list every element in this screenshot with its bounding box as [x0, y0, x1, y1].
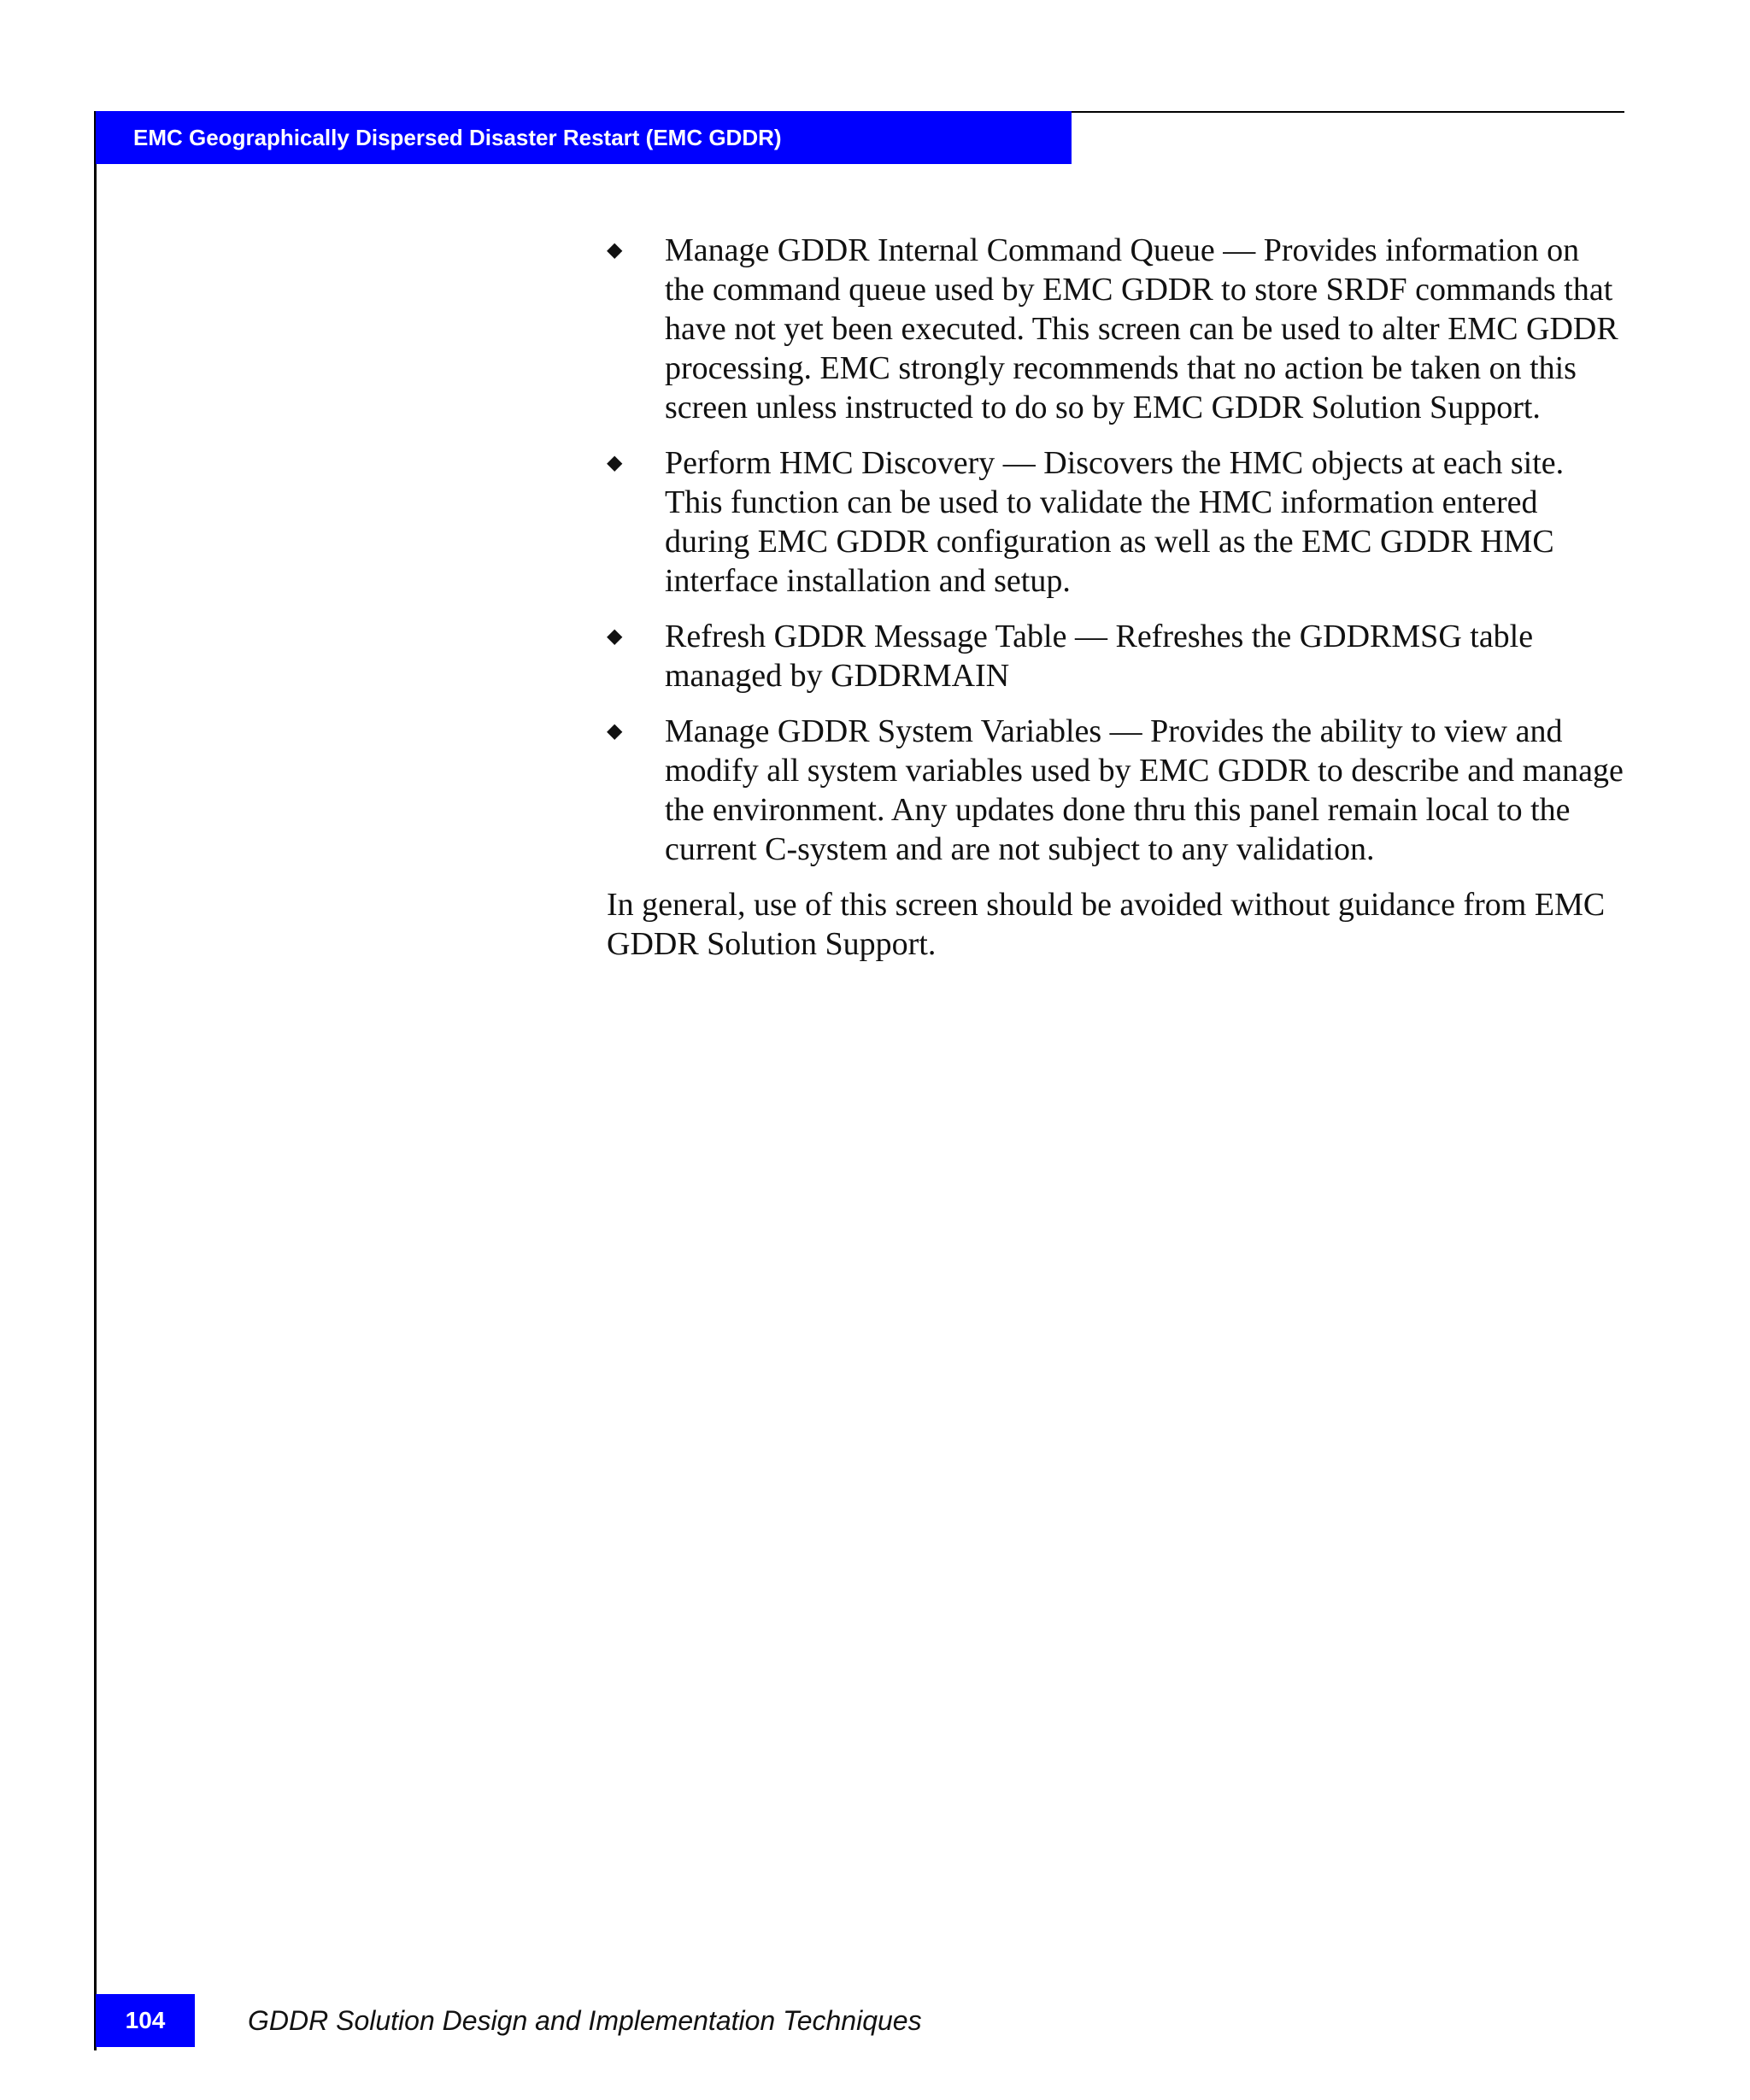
- footer-book-title: GDDR Solution Design and Implementation Techniques: [248, 2005, 922, 2036]
- diamond-bullet-icon: ◆: [607, 720, 623, 742]
- body-content: [607, 231, 1624, 964]
- bullet-text: Manage GDDR System Variables — Provides the ability to view and modify all system variables used by EMC GDDR to describe and manage the environment. Any updates done thru this panel remain local to the current C-system and are not subject to any validation.: [665, 713, 1624, 867]
- header-rule: [1072, 111, 1624, 113]
- bullet-item-system-variables: [607, 712, 1624, 869]
- bullet-item-hmc-discovery: [607, 443, 1624, 601]
- bullet-item-message-table: [607, 617, 1624, 695]
- page-number: 104: [96, 1994, 195, 2047]
- bullet-item-command-queue: [607, 231, 1624, 427]
- diamond-bullet-icon: ◆: [607, 625, 623, 648]
- bullet-list: [607, 231, 1624, 869]
- running-header: EMC Geographically Dispersed Disaster Restart (EMC GDDR): [96, 111, 1072, 164]
- diamond-bullet-icon: ◆: [607, 239, 623, 261]
- bullet-text: Perform HMC Discovery — Discovers the HMC objects at each site. This function can be used to validate the HMC information entered during EMC GDDR configuration as well as the EMC GDDR HMC interface installation and setup.: [665, 445, 1565, 599]
- diamond-bullet-icon: ◆: [607, 452, 623, 474]
- left-margin-rule: [94, 111, 97, 2050]
- closing-paragraph: In general, use of this screen should be avoided without guidance from EMC GDDR Solution Support.: [607, 887, 1606, 962]
- bullet-text: Manage GDDR Internal Command Queue — Provides information on the command queue used by EMC GDDR to store SRDF commands that have not yet been executed. This screen can be used to alter EMC GDDR processing. EMC strongly recommends that no action be taken on this screen unless instructed to do so by EMC GDDR Solution Support.: [665, 232, 1618, 425]
- bullet-text: Refresh GDDR Message Table — Refreshes the GDDRMSG table managed by GDDRMAIN: [665, 619, 1534, 694]
